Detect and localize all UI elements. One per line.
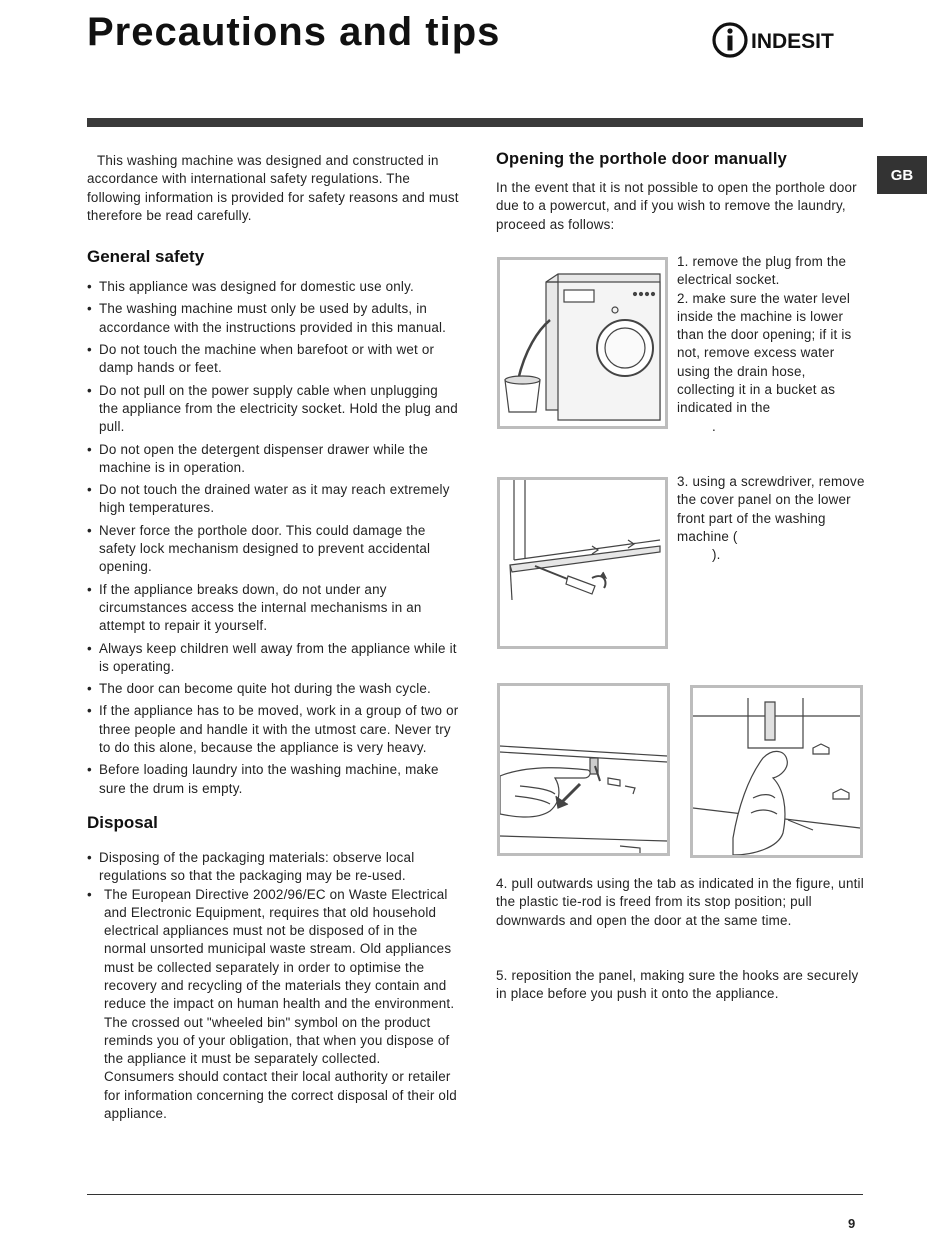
page-title: Precautions and tips (87, 10, 501, 54)
step-1-text: 1. remove the plug from the electrical socket. (677, 254, 847, 288)
figure-tie-rod (690, 685, 863, 858)
indesit-logo (711, 20, 863, 60)
list-item: • The door can become quite hot during the wash cycle. (87, 680, 459, 698)
general-safety-list (87, 278, 459, 798)
step-4: 4. pull outwards using the tab as indicated in the figure, until the plastic tie-rod is freed from its stop position; pull downwards and open the door at the same time. (496, 876, 864, 928)
figure-pull-tab (497, 683, 670, 856)
disposal-heading: Disposal (87, 812, 158, 832)
list-item: • Disposing of the packaging materials: observe local regulations so that the packaging may be re-used. (87, 849, 459, 886)
list-item: • Never force the porthole door. This could damage the safety lock mechanism designed to prevent accidental opening. (87, 522, 459, 577)
list-item: • Do not touch the machine when barefoot or with wet or damp hands or feet. (87, 341, 459, 378)
footer-rule (87, 1194, 863, 1195)
language-tab: GB (877, 156, 927, 194)
porthole-intro: In the event that it is not possible to open the porthole door due to a powercut, and if you wish to remove the laundry, proceed as follows: (496, 180, 857, 232)
step-3-text: 3. using a screwdriver, remove the cover panel on the lower front part of the washing machine ( (677, 474, 865, 544)
step-1-2 (677, 253, 867, 436)
page-number: 9 (848, 1216, 856, 1231)
list-item: • If the appliance breaks down, do not under any circumstances access the internal mechanisms in an attempt to repair it yourself. (87, 581, 459, 636)
disposal-list (87, 849, 459, 1123)
header-rule (87, 118, 863, 127)
authority-contact-text: Consumers should contact their local authority or retailer for information concerning the correct disposal of their old appliance. (104, 1069, 457, 1122)
list-item: • Before loading laundry into the washing machine, make sure the drum is empty. (87, 761, 459, 798)
step-3 (677, 473, 867, 564)
weee-directive-text: The European Directive 2002/96/EC on Waste Electrical and Electronic Equipment, requires that old household electrical appliances must not be disposed of in the normal unsorted municipal waste stream. Old appliances must be collected separately in order to optimise the recovery and recycling of the materials they contain and reduce the impact on human health and the environment. The crossed out "wheeled bin" symbol on the product reminds you of your obligation, that when you dispose of the appliance it must be separately collected. (104, 886, 455, 1067)
right-column (496, 150, 866, 234)
step-5: 5. reposition the panel, making sure the hooks are securely in place before you push it onto the appliance. (496, 968, 859, 1002)
figure-drain-hose (497, 257, 668, 429)
brand-wordmark: INDESIT (751, 30, 834, 53)
step-2-text: 2. make sure the water level inside the machine is lower than the door opening; if it is not, remove excess water using the drain hose, collecting it in a bucket as indicated in the (677, 290, 852, 416)
list-item: • Do not open the detergent dispenser drawer while the machine is in operation. (87, 441, 459, 478)
step-3-end: ). (712, 547, 721, 563)
step-2-end: . (712, 418, 716, 434)
list-item: • The washing machine must only be used by adults, in accordance with the instructions provided in this manual. (87, 300, 459, 337)
list-item: • Do not pull on the power supply cable when unplugging the appliance from the electricity socket. Hold the plug and pull. (87, 382, 459, 437)
list-item: • This appliance was designed for domestic use only. (87, 278, 459, 296)
general-safety-heading: General safety (87, 247, 205, 267)
left-column (87, 152, 459, 1123)
list-item: • Always keep children well away from the appliance while it is operating. (87, 640, 459, 677)
figure-remove-panel (497, 477, 668, 649)
intro-paragraph: This washing machine was designed and constructed in accordance with international safety regulations. The following information is provided for safety reasons and must therefore be read carefully. (87, 153, 459, 223)
list-item: • If the appliance has to be moved, work in a group of two or three people and handle it with the utmost care. Never try to do this alone, because the appliance is very heavy. (87, 702, 459, 757)
porthole-heading: Opening the porthole door manually (496, 150, 787, 168)
list-item: • Do not touch the drained water as it may reach extremely high temperatures. (87, 481, 459, 518)
list-item (87, 886, 459, 1124)
